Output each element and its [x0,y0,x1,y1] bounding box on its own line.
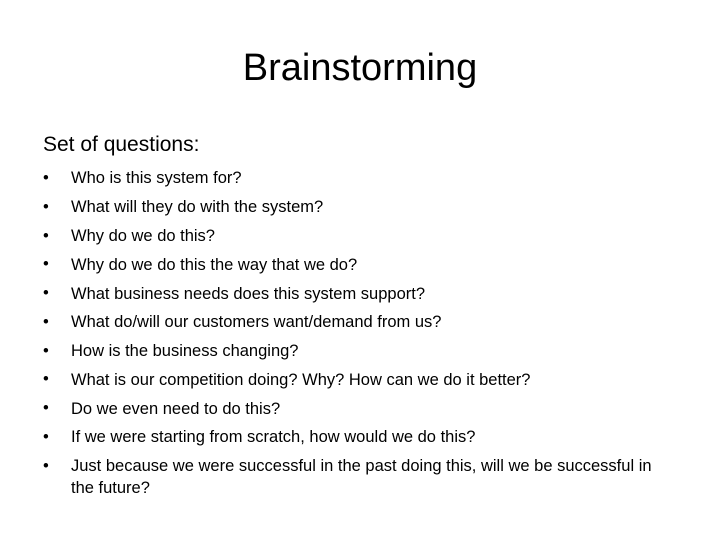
question-text: What do/will our customers want/demand from us? [71,313,442,332]
question-text: Just because we were successful in the past doing this, will we be successful in the future? [71,457,652,498]
bullet-icon: • [43,197,49,216]
question-text: How is the business changing? [71,342,299,361]
list-item [43,222,663,251]
list-item [43,279,663,308]
bullet-icon: • [43,169,49,187]
bullet-icon: • [43,341,49,360]
question-text: Do we even need to do this? [71,399,281,418]
slide-subtitle: Set of questions: [43,133,200,156]
bullet-icon: • [43,255,49,274]
bullet-icon: • [43,226,49,245]
bullet-icon: • [43,312,49,331]
question-text: Why do we do this? [71,226,215,245]
slide-title: Brainstorming [242,47,478,89]
list-item [43,308,663,337]
list-item [43,423,663,452]
bullet-icon: • [43,428,49,447]
question-text: If we were starting from scratch, how would we do this? [71,428,476,447]
bullet-icon: • [43,370,49,389]
bullet-icon: • [43,284,49,303]
question-text: Who is this system for? [71,169,242,188]
list-item [43,452,663,503]
list-item [43,337,663,366]
bullet-icon: • [43,399,49,418]
list-item [43,365,663,394]
bullet-icon: • [43,456,49,475]
question-list [43,164,663,503]
question-text: What will they do with the system? [71,198,324,217]
question-text: What business needs does this system support? [71,284,426,303]
list-item [43,193,663,222]
list-item [43,394,663,423]
list-item [43,250,663,279]
question-text: Why do we do this the way that we do? [71,255,358,274]
question-text: What is our competition doing? Why? How can we do it better? [71,370,531,389]
list-item [43,164,663,193]
